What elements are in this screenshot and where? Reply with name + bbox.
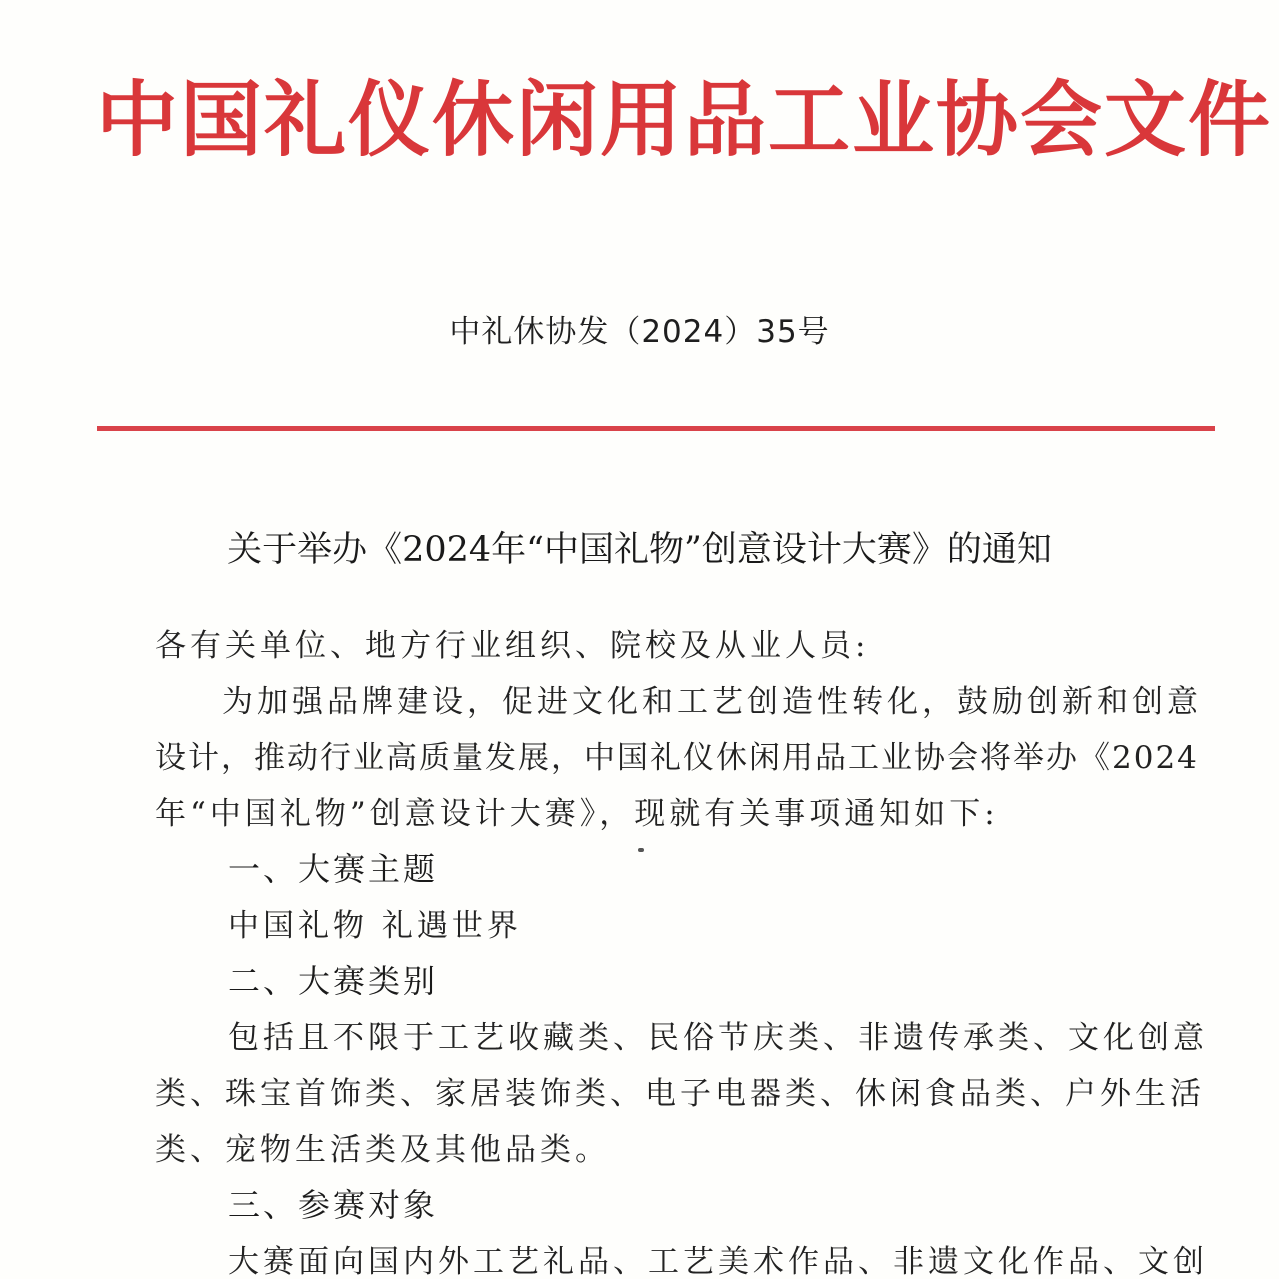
- section-1-text: 中国礼物 礼遇世界: [228, 908, 522, 944]
- intro-paragraph-line-1: 为加强品牌建设，促进文化和工艺创造性转化，鼓励创新和创意: [222, 684, 1202, 720]
- intro-paragraph-line-2: 设计，推动行业高质量发展，中国礼仪休闲用品工业协会将举办《2024: [155, 740, 1199, 776]
- section-2-line-3: 类、宠物生活类及其他品类。: [155, 1132, 610, 1168]
- section-2-heading: 二、大赛类别: [228, 962, 439, 1000]
- masthead-title: 中国礼仪休闲用品工业协会文件: [96, 73, 1273, 168]
- section-2-line-1: 包括且不限于工艺收藏类、民俗节庆类、非遗传承类、文化创意: [228, 1020, 1208, 1056]
- red-divider-line: [97, 426, 1215, 431]
- document-number: 中礼休协发（2024）35号: [449, 314, 830, 350]
- notice-title: 关于举办《2024年“中国礼物”创意设计大赛》的通知: [227, 530, 1052, 570]
- section-2-line-2: 类、珠宝首饰类、家居装饰类、电子电器类、休闲食品类、户外生活: [155, 1076, 1205, 1112]
- section-3-line-1: 大赛面向国内外工艺礼品、工艺美术作品、非遗文化作品、文创: [228, 1244, 1208, 1279]
- salutation: 各有关单位、地方行业组织、院校及从业人员:: [155, 628, 870, 664]
- section-3-heading: 三、参赛对象: [228, 1186, 439, 1224]
- section-1-heading: 一、大赛主题: [228, 850, 439, 888]
- intro-paragraph-line-3: 年“中国礼物”创意设计大赛》，现就有关事项通知如下:: [155, 796, 999, 832]
